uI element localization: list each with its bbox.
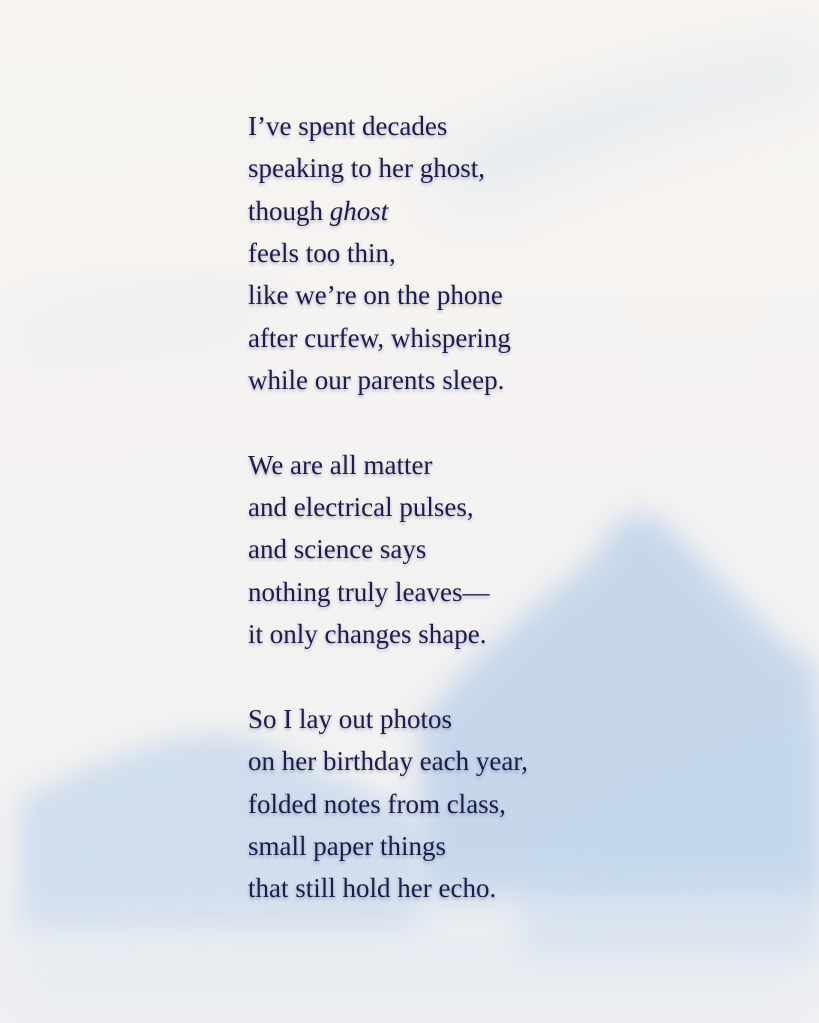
poem-line: small paper things <box>248 830 446 861</box>
poem-line: I’ve spent decades <box>248 111 448 141</box>
poem-stanza <box>248 105 768 401</box>
poem-line-text: though <box>248 195 330 226</box>
poem-line <box>248 190 768 232</box>
poem-line: on her birthday each year, <box>248 746 529 777</box>
poem-line: feels too thin, <box>248 238 396 269</box>
poem-line: that still hold her echo. <box>248 873 497 904</box>
poem-line: after curfew, whispering <box>248 322 511 353</box>
poem-line: while our parents sleep. <box>248 365 505 396</box>
poem-line: So I lay out photos <box>248 703 453 734</box>
poem-line: it only changes shape. <box>248 619 487 650</box>
poem-line: and electrical pulses, <box>248 492 474 523</box>
poem-line: nothing truly leaves— <box>248 576 490 607</box>
poem-stanza <box>248 444 768 656</box>
poem-stanza <box>248 698 768 910</box>
poem-line: like we’re on the phone <box>248 280 503 311</box>
poem-line: We are all matter <box>248 449 433 480</box>
stanza-break <box>248 655 768 697</box>
poem-text <box>248 105 768 910</box>
stanza-break <box>248 401 768 443</box>
poem-line: folded notes from class, <box>248 788 506 819</box>
poem-line-italic-word: ghost <box>329 195 389 226</box>
poem-line: and science says <box>248 534 427 565</box>
poem-line: speaking to her ghost, <box>248 153 485 184</box>
